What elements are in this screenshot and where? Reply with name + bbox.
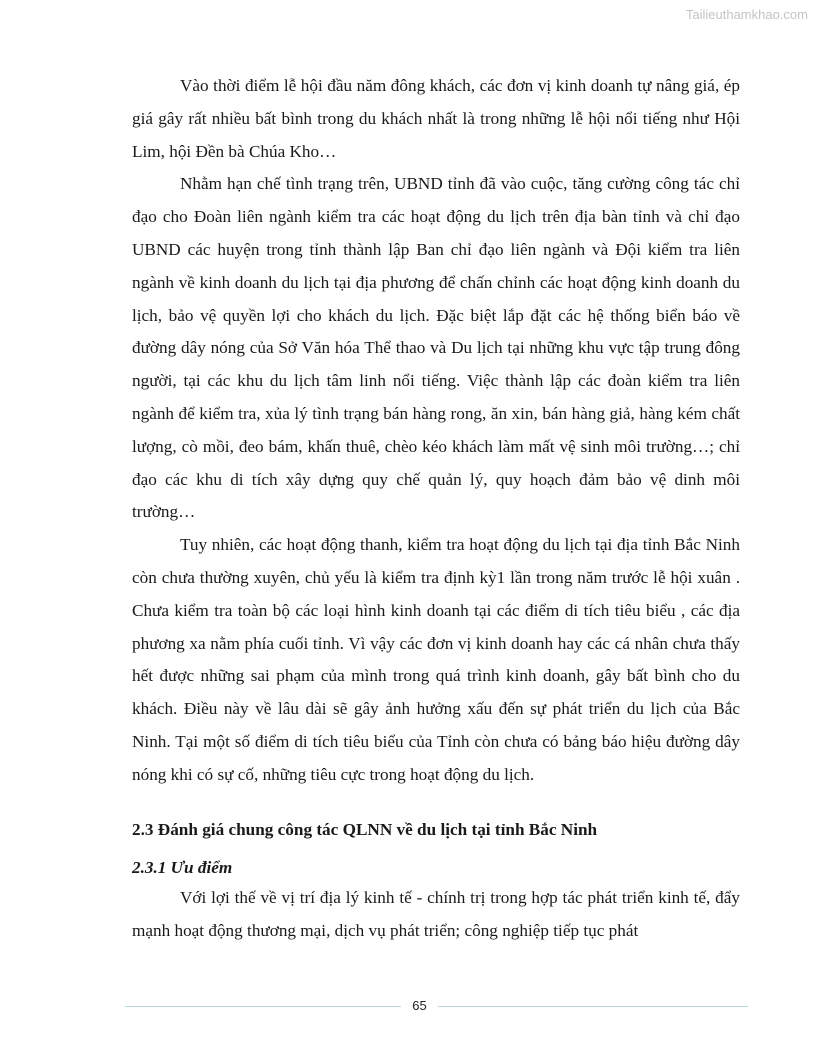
section-heading: 2.3 Đánh giá chung công tác QLNN về du lịch tại tỉnh Bắc Ninh (132, 819, 598, 839)
paragraph-advantages: Với lợi thế về vị trí địa lý kinh tế - chính trị trong hợp tác phát triển kinh tế, đẩy mạnh hoạt động thương mại, dịch vụ phát triển; công nghiệp tiếp tục phát (132, 888, 740, 941)
paragraph-inspection-measures: Nhằm hạn chế tình trạng trên, UBND tỉnh đã vào cuộc, tăng cường công tác chỉ đạo cho Đoàn liên ngành kiểm tra các hoạt động du lịch trên địa bàn tỉnh và chỉ đạo UBND các huyện trong tỉnh thành lập Ban chỉ đạo liên ngành và Đội kiểm tra liên ngành về kinh doanh du lịch tại địa phương để chấn chỉnh các hoạt động kinh doanh du lịch, bảo vệ quyền lợi cho khách du lịch. Đặc biệt lắp đặt các hệ thống biển báo về đường dây nóng của Sở Văn hóa Thể thao và Du lịch tại những khu vực tập trung đông người, tại các khu du lịch tâm linh nổi tiếng. Việc thành lập các đoàn kiểm tra liên ngành để kiểm tra, xủa lý tình trạng bán hàng rong, ăn xin, bán hàng giả, hàng kém chất lượng, cò mồi, đeo bám, khấn thuê, chèo kéo khách làm mất vệ sinh môi trường…; chỉ đạo các khu di tích xây dựng quy chế quản lý, quy hoạch đảm bảo vệ dinh môi trường… (132, 174, 740, 522)
subsection-heading: 2.3.1 Ưu điểm (132, 858, 233, 878)
page-number: 65 (412, 998, 427, 1013)
watermark-text: Tailieuthamkhao.com (685, 7, 808, 22)
document-body (132, 70, 740, 948)
paragraph-festival-prices: Vào thời điểm lễ hội đầu năm đông khách, các đơn vị kinh doanh tự nâng giá, ép giá gây rất nhiều bất bình trong du khách nhất là trong những lễ hội nổi tiếng như Hội Lim, hội Đền bà Chúa Kho… (132, 76, 740, 161)
paragraph-limitations: Tuy nhiên, các hoạt động thanh, kiểm tra hoạt động du lịch tại địa tỉnh Bắc Ninh còn chưa thường xuyên, chủ yếu là kiểm tra định kỳ1 lần trong năm trước lễ hội xuân . Chưa kiểm tra toàn bộ các loại hình kinh doanh tại các điểm di tích tiêu biểu , các địa phương xa nằm phía cuối tỉnh. Vì vậy các đơn vị kinh doanh hay các cá nhân chưa thấy hết được những sai phạm của mình trong quá trình kinh doanh, gây bất bình cho du khách. Điều này về lâu dài sẽ gây ảnh hưởng xấu đến sự phát triển du lịch của Bắc Ninh. Tại một số điểm di tích tiêu biểu của Tỉnh còn chưa có bảng báo hiệu đường dây nóng khi có sự cố, những tiêu cực trong hoạt động du lịch. (132, 535, 740, 784)
footer-divider-right (438, 1006, 748, 1007)
footer-divider-left (125, 1006, 401, 1007)
